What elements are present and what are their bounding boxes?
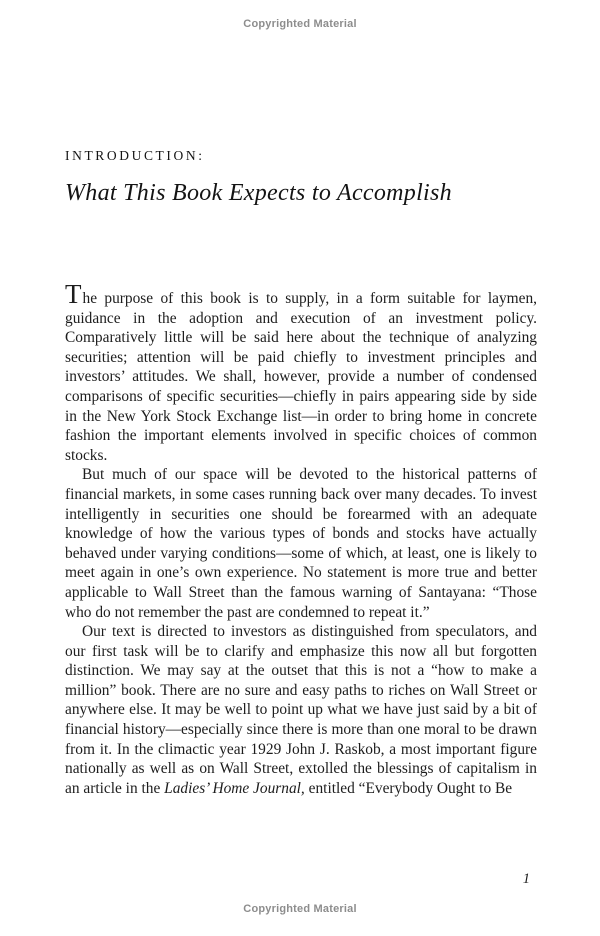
journal-title: Ladies’ Home Journal,: [164, 779, 305, 797]
page-content: [65, 148, 537, 798]
copyright-notice-bottom: Copyrighted Material: [243, 903, 357, 915]
paragraph-3: [65, 622, 537, 798]
paragraph-1: The purpose of this book is to supply, in a form suitable for laymen, guidance in the adoption and execution of an investment policy. Comparatively little will be said here about the technique of analyzing securities; attention will be paid chiefly to investment principles and investors’ attitudes. We shall, however, provide a number of condensed comparisons of specific securities—chiefly in pairs appearing side by side in the New York Stock Exchange list—in order to bring home in concrete fashion the important elements involved in specific choices of common stocks.: [65, 279, 537, 464]
paragraph-3-text-end: entitled “Everybody Ought to Be: [304, 779, 513, 797]
paragraph-2: But much of our space will be devoted to the historical patterns of financial markets, in some cases running back over many decades. To invest intelligently in securities one should be forearmed with an adequate knowledge of how the various types of bonds and stocks have actually behaved under varying conditions—some of which, at least, one is likely to meet again in one’s own experience. No statement is more true and better applicable to Wall Street than the famous warning of Santayana: “Those who do not remember the past are condemned to repeat it.”: [65, 466, 537, 621]
copyright-notice-top: Copyrighted Material: [243, 18, 357, 30]
chapter-kicker: INTRODUCTION:: [65, 148, 205, 163]
page-number: 1: [522, 871, 530, 887]
paragraph-3-text-start: Our text is directed to investors as distinguished from speculators, and our first task will be to clarify and emphasize this now all but forgotten distinction. We may say at the outset that this is not a “how to make a million” book. There are no sure and easy paths to riches on Wall Street or anywhere else. It may be well to point up what we have just said by a bit of financial history—especially since there is more than one moral to be drawn from it. In the climactic year 1929 John J. Raskob, a most important figure nationally as well as on Wall Street, extolled the blessings of capitalism in an article in the: [65, 623, 537, 797]
chapter-title: What This Book Expects to Accomplish: [65, 180, 452, 206]
